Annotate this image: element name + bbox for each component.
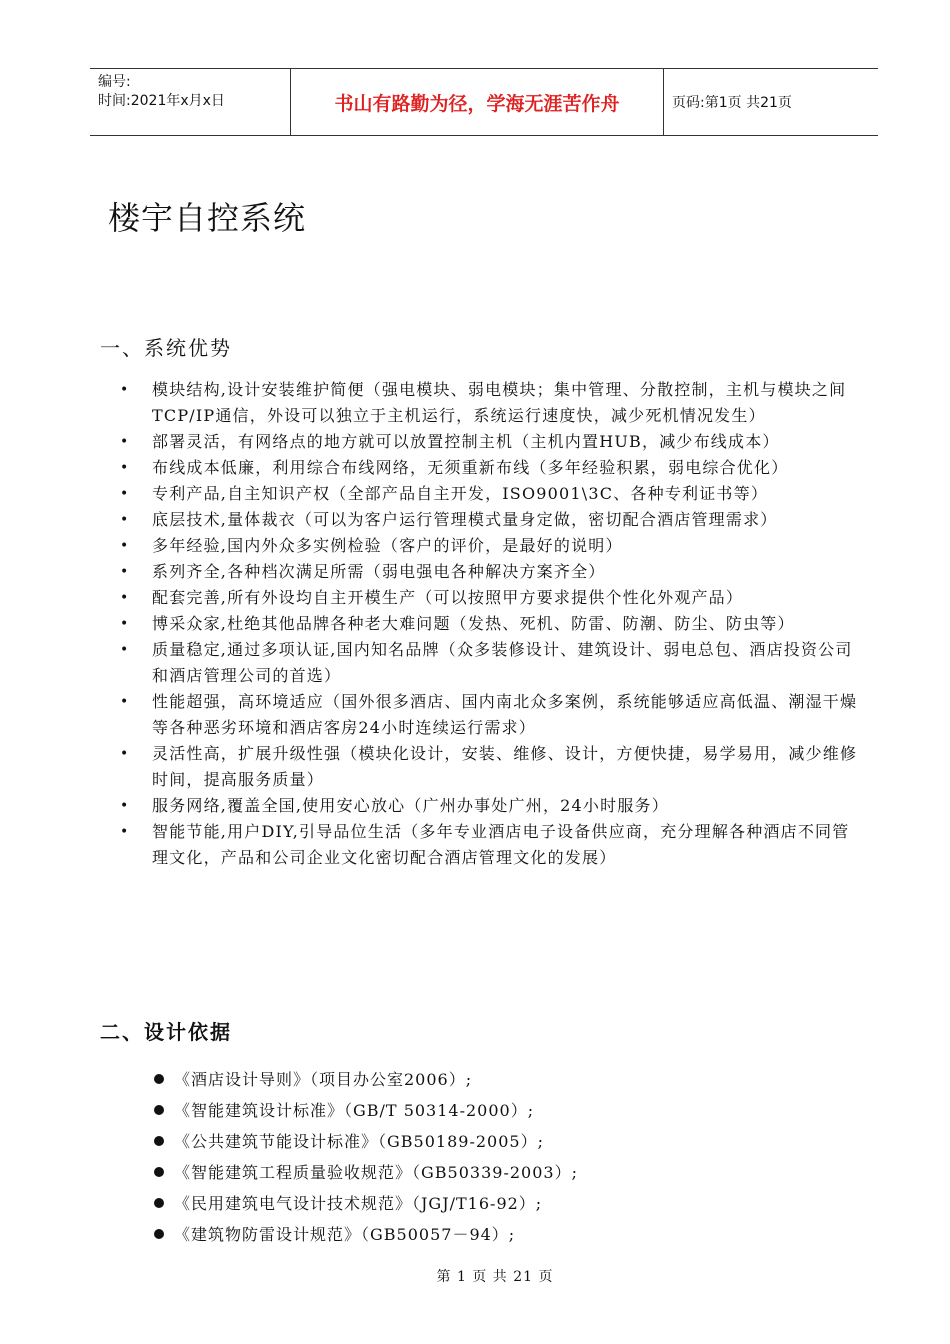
header-meta <box>90 69 290 135</box>
bullet-icon <box>154 1074 164 1084</box>
list-item <box>118 559 863 585</box>
time-label: 时间:2021年x月x日 <box>98 93 225 109</box>
list-item-text: 部署灵活，有网络点的地方就可以放置控制主机（主机内置HUB，减少布线成本） <box>152 432 780 451</box>
number-label: 编号: <box>98 74 131 90</box>
list-item-text: 《智能建筑工程质量验收规范》（GB50339-2003）; <box>174 1163 578 1182</box>
list-item-text: 系列齐全,各种档次满足所需（弱电强电各种解决方案齐全） <box>152 562 606 581</box>
document-title: 楼宇自控系统 <box>108 199 307 237</box>
header-page-label: 页码:第1页 共21页 <box>672 95 792 111</box>
list-item-text: 服务网络,覆盖全国,使用安心放心（广州办事处广州，24小时服务） <box>152 796 669 815</box>
list-item <box>152 1188 852 1219</box>
bullet-icon: • <box>120 512 130 528</box>
section-heading-design-basis: 二、设计依据 <box>100 1020 232 1044</box>
header-table <box>90 68 878 136</box>
bullet-icon: • <box>120 746 130 762</box>
list-item <box>118 741 863 793</box>
design-basis-list <box>152 1064 852 1250</box>
header-motto: 书山有路勤为径，学海无涯苦作舟 <box>290 69 664 135</box>
list-item <box>118 533 863 559</box>
bullet-icon: • <box>120 642 130 658</box>
bullet-icon: • <box>120 382 130 398</box>
list-item <box>118 455 863 481</box>
list-item <box>118 689 863 741</box>
list-item <box>152 1219 852 1250</box>
page-footer: 第 1 页 共 21 页 <box>436 1269 554 1285</box>
bullet-icon <box>154 1136 164 1146</box>
list-item-text: 《智能建筑设计标准》（GB/T 50314-2000）; <box>174 1101 535 1120</box>
bullet-icon: • <box>120 590 130 606</box>
list-item <box>118 793 863 819</box>
list-item <box>118 611 863 637</box>
bullet-icon <box>154 1198 164 1208</box>
bullet-icon <box>154 1105 164 1115</box>
list-item <box>118 429 863 455</box>
list-item-text: 《酒店设计导则》（项目办公室2006）; <box>174 1070 473 1089</box>
bullet-icon: • <box>120 486 130 502</box>
bullet-icon: • <box>120 434 130 450</box>
bullet-icon: • <box>120 460 130 476</box>
list-item-text: 《公共建筑节能设计标准》（GB50189-2005）; <box>174 1132 544 1151</box>
bullet-icon: • <box>120 824 130 840</box>
list-item-text: 配套完善,所有外设均自主开模生产（可以按照甲方要求提供个性化外观产品） <box>152 588 744 607</box>
bullet-icon: • <box>120 564 130 580</box>
list-item-text: 《民用建筑电气设计技术规范》（JGJ/T16-92）; <box>174 1194 543 1213</box>
list-item-text: 《建筑物防雷设计规范》（GB50057－94）; <box>174 1225 516 1244</box>
list-item-text: 质量稳定,通过多项认证,国内知名品牌（众多装修设计、建筑设计、弱电总包、酒店投资公司和酒店管理公司的首选） <box>152 640 853 685</box>
list-item <box>118 819 863 871</box>
bullet-icon: • <box>120 694 130 710</box>
list-item-text: 布线成本低廉，利用综合布线网络，无须重新布线（多年经验积累，弱电综合优化） <box>152 458 789 477</box>
list-item <box>152 1095 852 1126</box>
list-item <box>152 1157 852 1188</box>
list-item <box>152 1064 852 1095</box>
list-item-text: 性能超强，高环境适应（国外很多酒店、国内南北众多案例，系统能够适应高低温、潮湿干燥等各种恶劣环境和酒店客房24小时连续运行需求） <box>152 692 858 737</box>
list-item <box>118 377 863 429</box>
list-item-text: 模块结构,设计安装维护简便（强电模块、弱电模块；集中管理、分散控制，主机与模块之间TCP/IP通信，外设可以独立于主机运行，系统运行速度快，减少死机情况发生） <box>152 380 847 425</box>
bullet-icon: • <box>120 616 130 632</box>
list-item <box>118 507 863 533</box>
list-item-text: 底层技术,量体裁衣（可以为客户运行管理模式量身定做，密切配合酒店管理需求） <box>152 510 778 529</box>
advantages-list <box>118 377 863 871</box>
list-item-text: 多年经验,国内外众多实例检验（客户的评价，是最好的说明） <box>152 536 623 555</box>
list-item <box>118 481 863 507</box>
bullet-icon <box>154 1167 164 1177</box>
list-item <box>118 637 863 689</box>
list-item-text: 智能节能,用户DIY,引导品位生活（多年专业酒店电子设备供应商，充分理解各种酒店不同管理文化，产品和公司企业文化密切配合酒店管理文化的发展） <box>152 822 850 867</box>
bullet-icon: • <box>120 538 130 554</box>
list-item-text: 专利产品,自主知识产权（全部产品自主开发，ISO9001\3C、各种专利证书等） <box>152 484 769 503</box>
list-item-text: 灵活性高，扩展升级性强（模块化设计，安装、维修、设计，方便快捷，易学易用，减少维修时间，提高服务质量） <box>152 744 858 789</box>
bullet-icon <box>154 1229 164 1239</box>
section-heading-advantages: 一、系统优势 <box>100 336 232 360</box>
list-item <box>118 585 863 611</box>
list-item <box>152 1126 852 1157</box>
bullet-icon: • <box>120 798 130 814</box>
list-item-text: 博采众家,杜绝其他品牌各种老大难问题（发热、死机、防雷、防潮、防尘、防虫等） <box>152 614 795 633</box>
